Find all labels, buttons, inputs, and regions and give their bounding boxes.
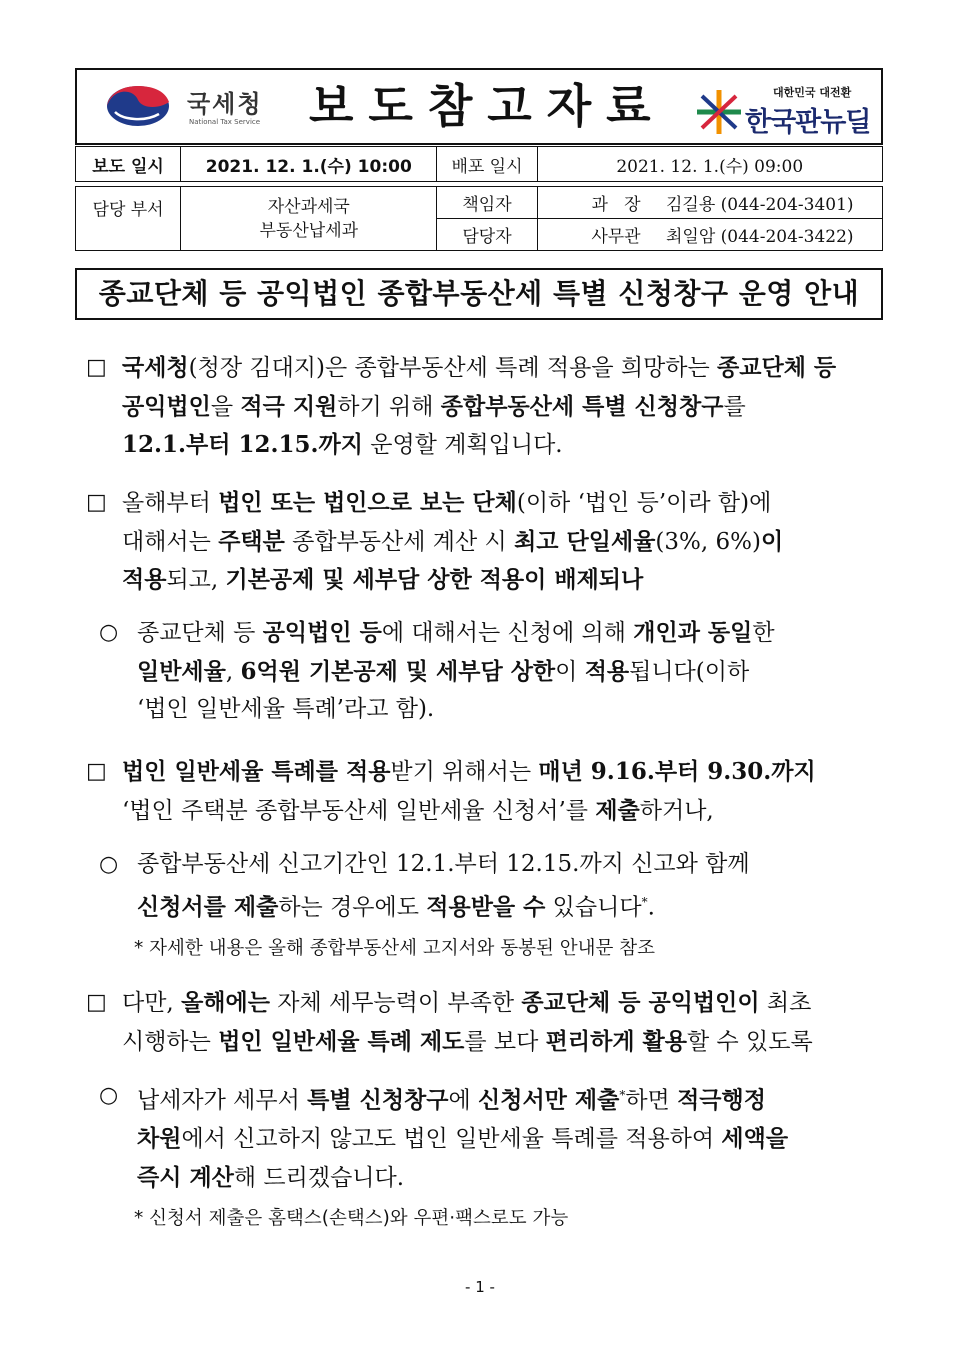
- text: 하거나,: [639, 797, 714, 824]
- paragraph-6: [122, 984, 874, 1061]
- text: 다만,: [122, 990, 182, 1016]
- text-bold: 즉시 계산: [137, 1163, 234, 1191]
- text-bold: 적용받을 수: [426, 893, 546, 921]
- newdeal-title: 한국판뉴딜: [745, 107, 871, 138]
- square-bullet: □: [86, 759, 107, 784]
- text: 에서 신고하지 않고도 법인 일반세율 특례를 적용하여: [181, 1126, 722, 1153]
- text-bold: 올해에는: [181, 989, 270, 1016]
- paragraph-2: [122, 484, 874, 600]
- text-bold: 세액을: [721, 1125, 789, 1153]
- text-bold: 종교단체 등: [717, 354, 837, 381]
- dept-line2: 부동산납세과: [259, 220, 359, 241]
- text: 에 대해서는 신청에 의해: [381, 620, 634, 646]
- text: 한: [752, 620, 775, 646]
- page-number: - 1 -: [465, 1278, 495, 1296]
- paragraph-5: [137, 846, 874, 927]
- text-bold: 이: [760, 527, 784, 555]
- dept-value: [181, 187, 437, 251]
- staff-cell: [537, 219, 882, 251]
- dept-label: 담당 부서: [76, 187, 181, 251]
- footnote-2: * 신청서 제출은 홈택스(손택스)와 우편·팩스로도 가능: [134, 1208, 569, 1229]
- dist-value: 2021. 12. 1.(수) 09:00: [537, 147, 882, 182]
- paragraph-7: [137, 1077, 874, 1197]
- text-bold: 종교단체 등 공익법인이: [521, 989, 760, 1016]
- text: (이하 ‘법인 등’이라 함)에: [516, 490, 772, 516]
- text-bold: 편리하게 활용: [545, 1027, 687, 1055]
- text-bold: 매년 9.16.부터 9.30.까지: [538, 758, 816, 785]
- text-bold: 기본공제 및 세부담 상한 적용이 배제되나: [225, 566, 644, 593]
- release-label: 보도 일시: [76, 147, 181, 182]
- resp-name: 김길용 (044-204-3401): [665, 195, 854, 215]
- staff-name: 최일암 (044-204-3422): [665, 227, 854, 247]
- text: 할 수 있도록: [687, 1028, 813, 1055]
- resp-cell: [537, 187, 882, 219]
- release-value: 2021. 12. 1.(수) 10:00: [181, 147, 437, 182]
- text-bold: 공익법인 등: [262, 619, 382, 646]
- newdeal-tagline: 대한민국 대전환: [773, 86, 852, 99]
- footnote-mark: *: [641, 894, 648, 909]
- text-bold: 법인 일반세율 특례를 적용: [122, 758, 391, 785]
- text: 있습니다: [545, 894, 642, 921]
- paragraph-4: [122, 753, 874, 830]
- text-bold: 주택분: [218, 527, 285, 555]
- circle-bullet: ○: [99, 620, 119, 645]
- text: ‘법인 일반세율 특례’라고 함).: [137, 696, 435, 722]
- text: 종합부동산세 신고기간인 12.1.부터 12.15.까지 신고와 함께: [137, 851, 750, 877]
- text: 운영할 계획입니다.: [362, 432, 563, 458]
- text: 시행하는: [122, 1028, 219, 1055]
- agency-name-en: National Tax Service: [189, 118, 261, 126]
- text: 대해서는: [122, 528, 219, 555]
- text: 하기 위해: [337, 393, 441, 420]
- text: 받기 위해서는: [390, 759, 539, 785]
- text-bold: 개인과 동일: [633, 619, 753, 646]
- text: 최초: [759, 990, 812, 1016]
- circle-bullet: ○: [99, 1083, 119, 1108]
- text: 하는 경우에도: [278, 894, 427, 921]
- text-bold: 적극 지원: [240, 392, 338, 420]
- headline: 종교단체 등 공익법인 종합부동산세 특별 신청창구 운영 안내: [75, 268, 883, 320]
- newdeal-logo: [689, 76, 879, 140]
- resp-label: 책임자: [437, 187, 537, 219]
- text: (3%, 6%): [655, 528, 761, 555]
- text-bold: 12.1.부터 12.15.까지: [122, 431, 363, 458]
- doc-type-title: 보도참고자료: [309, 79, 666, 133]
- text: 자체 세무능력이 부족한: [269, 990, 522, 1016]
- text: ,: [225, 658, 241, 685]
- newdeal-star-icon: [693, 88, 745, 136]
- text: ‘법인 주택분 종합부동산세 일반세율 신청서’를: [122, 797, 596, 824]
- square-bullet: □: [86, 355, 107, 380]
- text-bold: 신청서를 제출: [137, 893, 279, 921]
- text-bold: 특별 신청창구: [307, 1086, 449, 1114]
- text-bold: 적용: [584, 657, 630, 685]
- text: 되고,: [166, 567, 226, 593]
- text-bold: 공익법인: [122, 392, 211, 420]
- text-bold: 국세청: [122, 354, 189, 381]
- text: 종교단체 등: [137, 620, 263, 646]
- text: 를: [723, 393, 746, 420]
- text: 납세자가 세무서: [137, 1087, 308, 1114]
- text: 종합부동산세 계산 시: [284, 528, 515, 555]
- dist-label: 배포 일시: [437, 147, 537, 182]
- text: .: [647, 894, 655, 921]
- paragraph-1: [122, 349, 874, 465]
- text-bold: 차원: [137, 1125, 182, 1153]
- text-bold: 일반세율: [137, 657, 226, 685]
- text: 이: [555, 658, 585, 685]
- square-bullet: □: [86, 490, 107, 515]
- text-bold: 6억원 기본공제 및 세부담 상한: [240, 657, 556, 685]
- agency-name: 국세청: [187, 90, 263, 118]
- staff-title: 사무관: [591, 227, 641, 247]
- paragraph-3: [137, 614, 874, 729]
- text: 됩니다(이하: [629, 658, 750, 685]
- text: 를 보다: [464, 1028, 546, 1055]
- square-bullet: □: [86, 990, 107, 1015]
- info-table: [75, 146, 883, 251]
- staff-label: 담당자: [437, 219, 537, 251]
- text: 하면: [625, 1087, 678, 1114]
- text-bold: 법인 또는 법인으로 보는 단체: [218, 489, 517, 516]
- text: 해 드리겠습니다.: [233, 1164, 405, 1191]
- text: 올해부터: [122, 490, 219, 516]
- text-bold: 최고 단일세율: [514, 527, 656, 555]
- footnote-mark: *: [619, 1088, 626, 1102]
- text-bold: 제출: [595, 796, 640, 824]
- taeguk-emblem-icon: [105, 84, 171, 128]
- text: 에: [448, 1087, 479, 1114]
- text-bold: 적극행정: [677, 1086, 766, 1114]
- circle-bullet: ○: [99, 852, 119, 877]
- text-bold: 적용: [122, 566, 167, 593]
- text-bold: 법인 일반세율 특례 제도: [218, 1027, 465, 1055]
- text: 을: [210, 393, 241, 420]
- text: (청장 김대지)은 종합부동산세 특례 적용을 희망하는: [188, 355, 718, 381]
- text-bold: 신청서만 제출: [478, 1086, 620, 1114]
- nts-logo: [101, 80, 301, 136]
- press-header: [75, 68, 883, 145]
- dept-line1: 자산과세국: [267, 196, 350, 217]
- text-bold: 종합부동산세 특별 신청창구: [440, 392, 724, 420]
- footnote-1: * 자세한 내용은 올해 종합부동산세 고지서와 동봉된 안내문 참조: [134, 938, 655, 959]
- resp-title: 과 장: [591, 195, 641, 215]
